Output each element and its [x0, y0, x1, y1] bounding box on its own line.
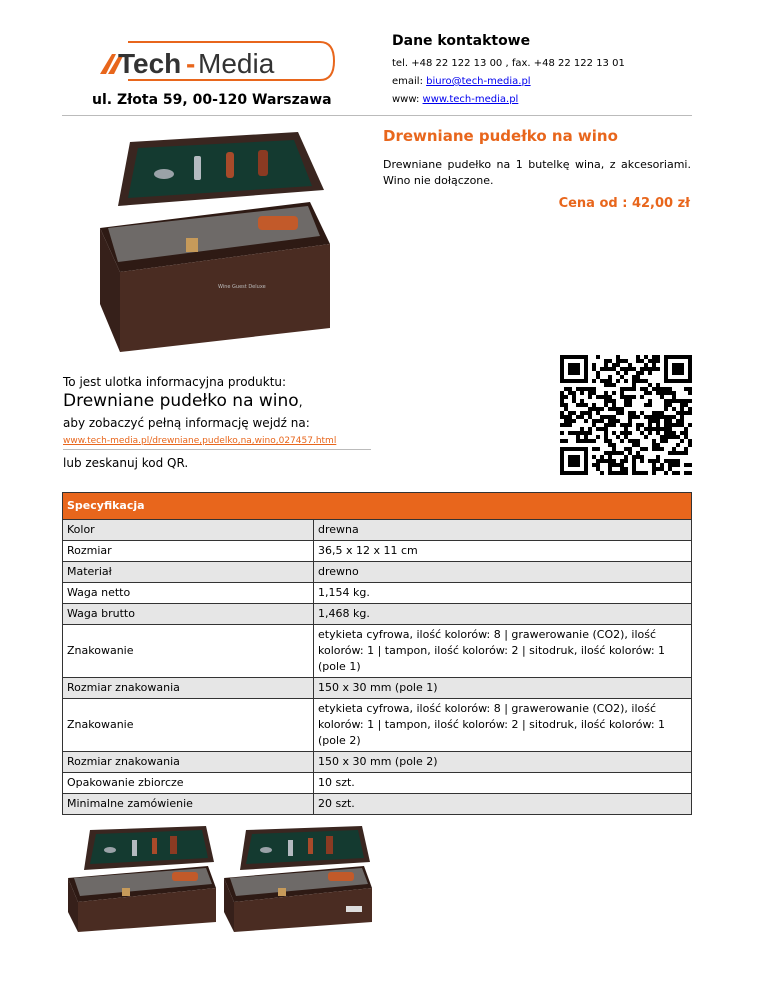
spec-key: Znakowanie: [63, 625, 314, 678]
wine-box-image: [98, 132, 330, 352]
spec-key: Materiał: [63, 562, 314, 583]
spec-key: Rozmiar: [63, 541, 314, 562]
www-link[interactable]: www.tech-media.pl: [422, 94, 519, 105]
spec-value: 1,468 kg.: [314, 604, 692, 625]
info-scan-qr: lub zeskanuj kod QR.: [63, 456, 189, 470]
spec-key: Minimalne zamówienie: [63, 794, 314, 815]
spec-table: [62, 492, 692, 815]
spec-value: 10 szt.: [314, 773, 692, 794]
svg-text:Media: Media: [198, 48, 275, 79]
contact-title: Dane kontaktowe: [392, 33, 531, 49]
product-price: Cena od : 42,00 zł: [558, 196, 690, 211]
spec-value: etykieta cyfrowa, ilość kolorów: 8 | grawerowanie (CO2), ilość kolorów: 1 | tampon, ilość kolorów: 2 | sitodruk, ilość kolorów: 1 (pole 1): [314, 625, 692, 678]
product-description: Drewniane pudełko na 1 butelkę wina, z akcesoriami. Wino nie dołączone.: [383, 158, 691, 187]
spec-row: [63, 773, 692, 794]
spec-row: [63, 541, 692, 562]
spec-row: [63, 678, 692, 699]
email-line: [392, 76, 531, 87]
spec-row: [63, 794, 692, 815]
spec-header-row: [63, 493, 692, 520]
product-title: Drewniane pudełko na wino: [383, 127, 618, 145]
svg-text:Tech: Tech: [118, 48, 182, 79]
wine-box-thumbnail-1: [66, 826, 216, 932]
info-url: [63, 436, 336, 446]
header-divider: [62, 115, 692, 116]
spec-value: etykieta cyfrowa, ilość kolorów: 8 | grawerowanie (CO2), ilość kolorów: 1 | tampon, ilość kolorów: 2 | sitodruk, ilość kolorów: 1 (pole 2): [314, 699, 692, 752]
spec-key: Kolor: [63, 520, 314, 541]
phone-line: tel. +48 22 122 13 00 , fax. +48 22 122 13 01: [392, 58, 625, 69]
qr-code: [560, 355, 692, 475]
spec-key: Waga netto: [63, 583, 314, 604]
www-label: www:: [392, 94, 423, 105]
info-product-name: [63, 391, 303, 411]
wine-box-thumbnail-2: [222, 826, 372, 932]
spec-row: [63, 625, 692, 678]
spec-key: Waga brutto: [63, 604, 314, 625]
spec-row: [63, 604, 692, 625]
spec-key: Rozmiar znakowania: [63, 752, 314, 773]
spec-value: 36,5 x 12 x 11 cm: [314, 541, 692, 562]
spec-key: Opakowanie zbiorcze: [63, 773, 314, 794]
tech-media-logo: [98, 36, 338, 86]
spec-row: [63, 699, 692, 752]
spec-row: [63, 520, 692, 541]
www-line: [392, 94, 518, 105]
svg-text:Wine Guest Deluxe: Wine Guest Deluxe: [218, 284, 266, 290]
spec-value: 150 x 30 mm (pole 2): [314, 752, 692, 773]
info-comma: ,: [298, 395, 303, 409]
info-intro: To jest ulotka informacyjna produktu:: [63, 375, 287, 389]
spec-row: [63, 562, 692, 583]
email-link[interactable]: biuro@tech-media.pl: [426, 76, 531, 87]
spec-value: drewna: [314, 520, 692, 541]
spec-value: 20 szt.: [314, 794, 692, 815]
company-address: ul. Złota 59, 00-120 Warszawa: [92, 92, 332, 108]
spec-value: 150 x 30 mm (pole 1): [314, 678, 692, 699]
product-url-link[interactable]: www.tech-media.pl/drewniane,pudelko,na,wino,027457.html: [63, 436, 337, 446]
spec-key: Znakowanie: [63, 699, 314, 752]
spec-header: Specyfikacja: [63, 493, 692, 520]
info-product-name-text: Drewniane pudełko na wino: [63, 391, 299, 411]
spec-value: 1,154 kg.: [314, 583, 692, 604]
info-divider: [63, 449, 371, 450]
spec-row: [63, 752, 692, 773]
spec-key: Rozmiar znakowania: [63, 678, 314, 699]
email-label: email:: [392, 76, 427, 87]
spec-row: [63, 583, 692, 604]
info-see-more: aby zobaczyć pełną informację wejdź na:: [63, 416, 310, 430]
svg-text:-: -: [186, 48, 196, 79]
spec-value: drewno: [314, 562, 692, 583]
